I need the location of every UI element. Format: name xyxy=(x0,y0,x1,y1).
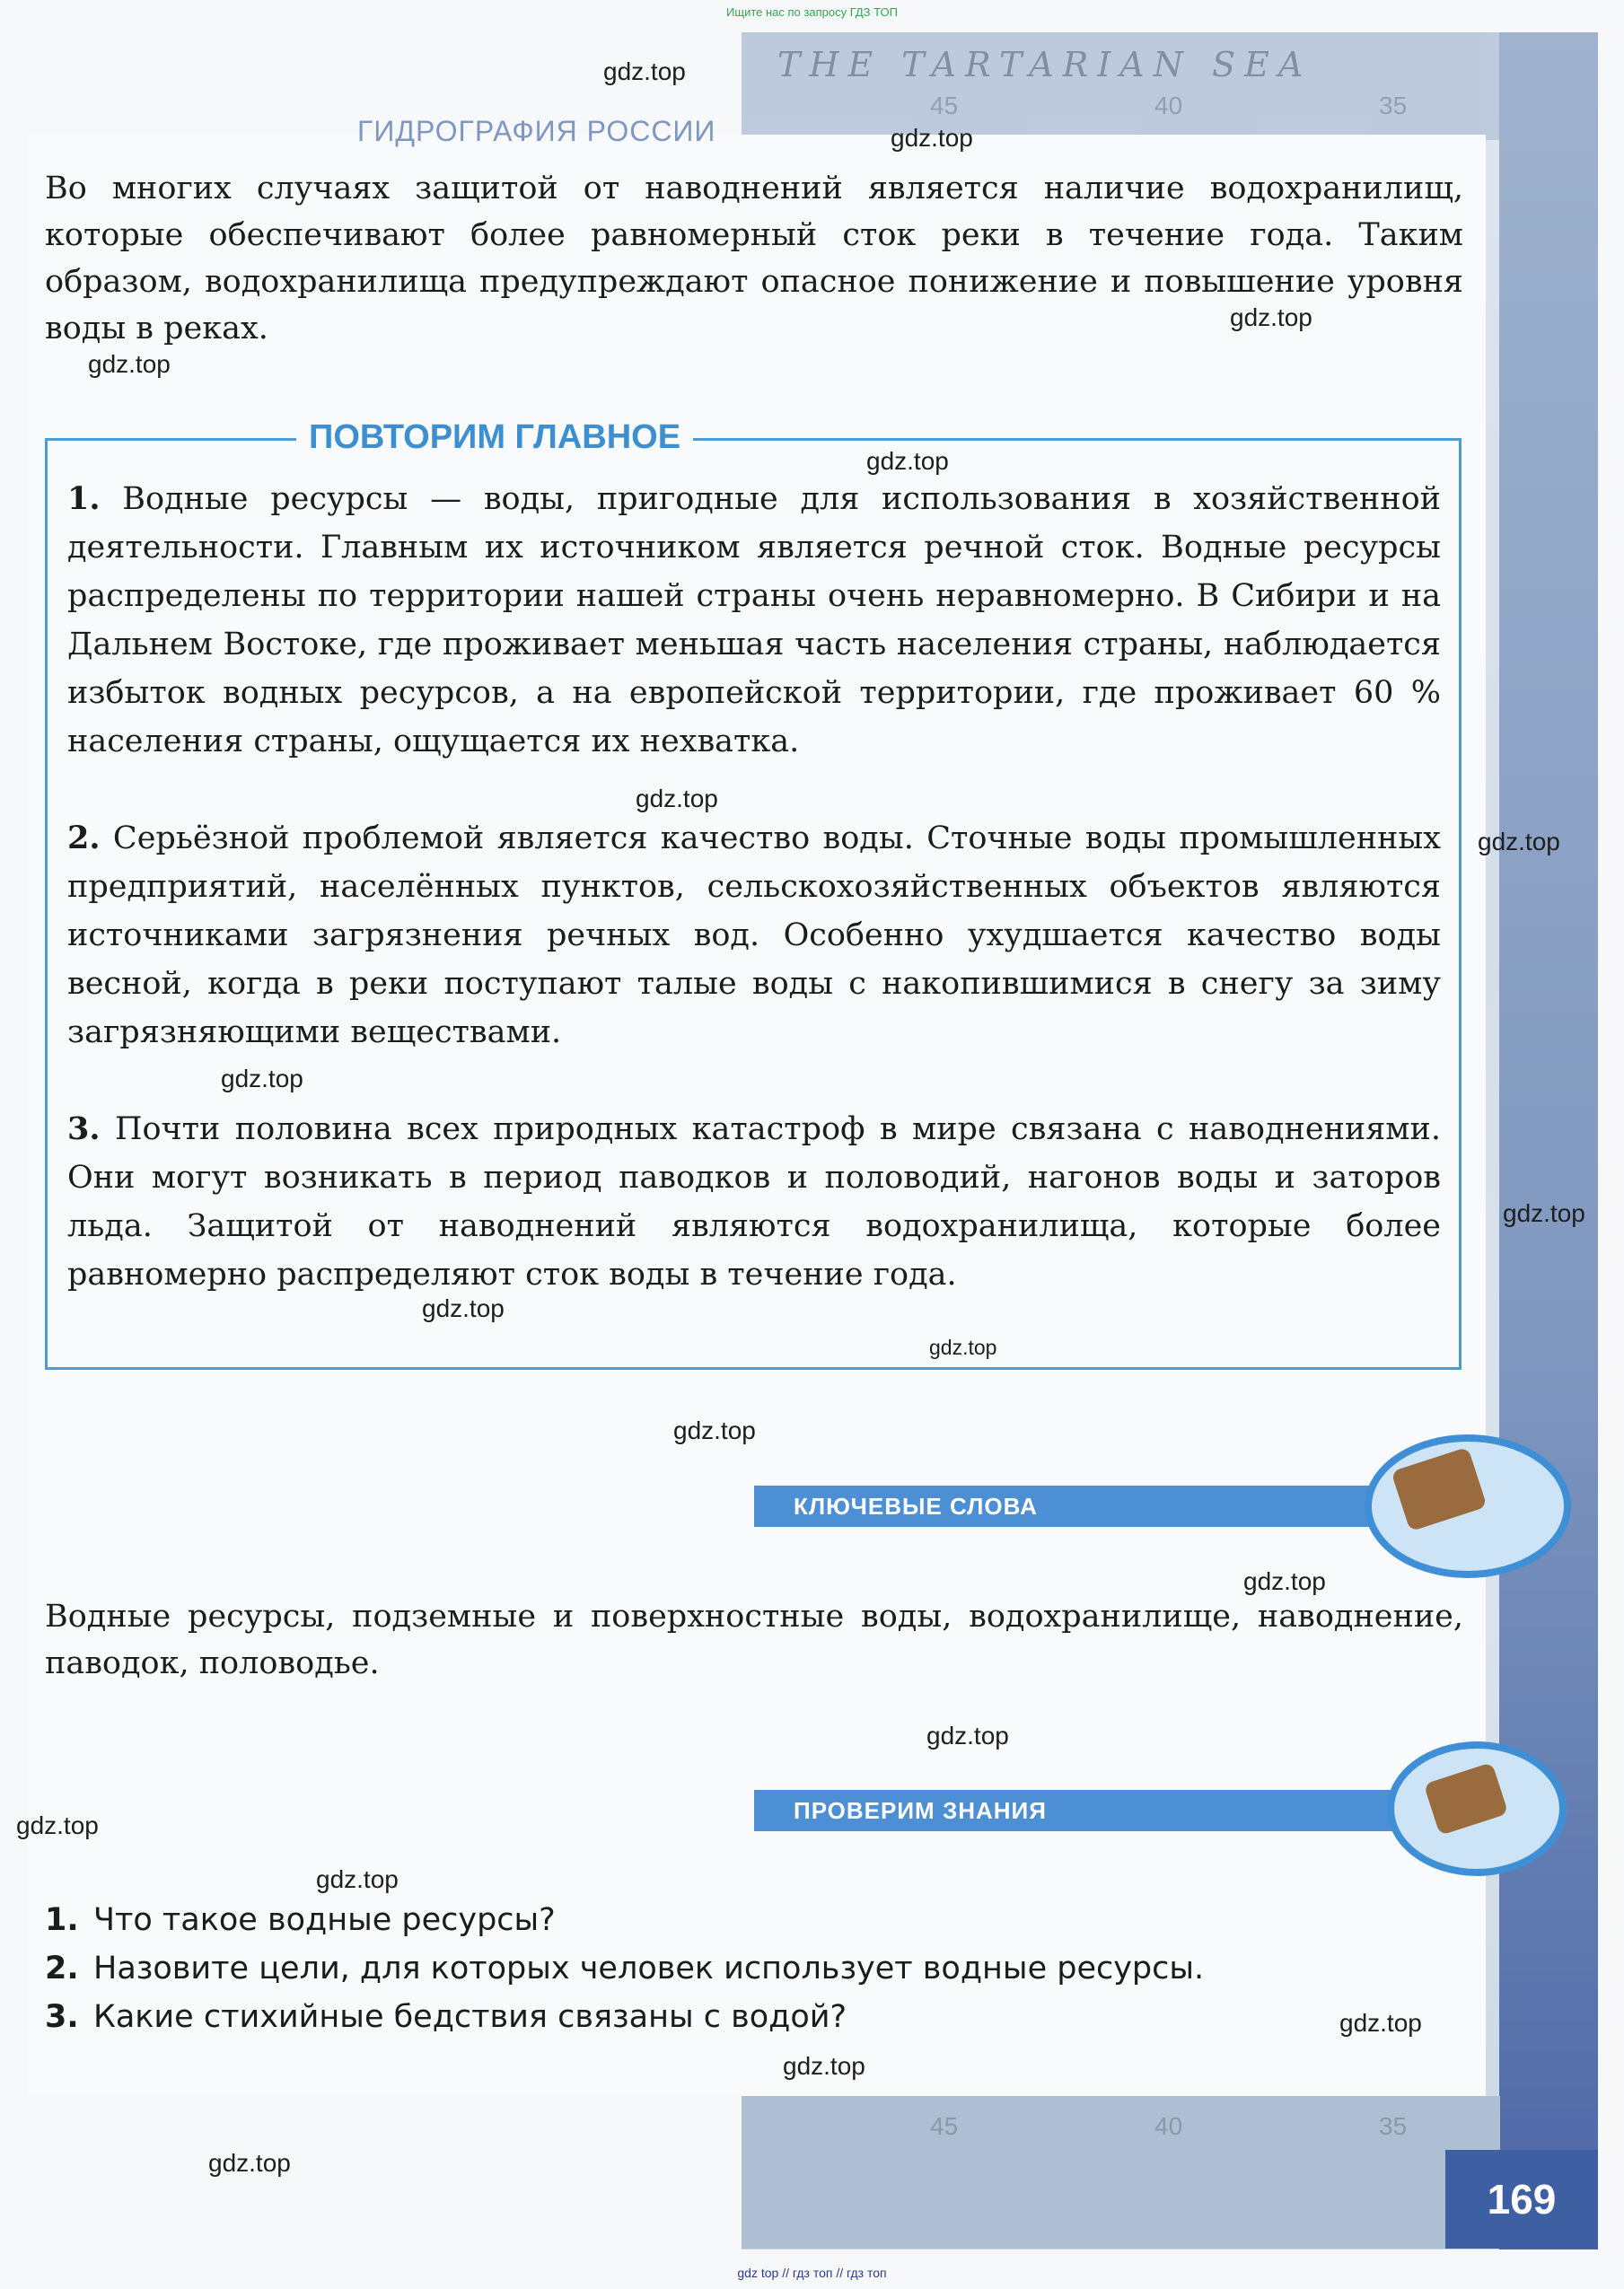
intro-paragraph: Во многих случаях защитой от наводнений является наличие водохранилищ, которые обеспечивают более равномерный сток реки в течение года. Таким образом, водохранилища предупреждают опасное понижение и повышение уровня воды в реках. xyxy=(45,171,1463,346)
watermark: gdz.top xyxy=(208,2149,291,2177)
watermark: gdz.top xyxy=(603,57,686,85)
sextant-icon xyxy=(1365,1434,1571,1578)
watermark: gdz.top xyxy=(673,1416,756,1444)
item-number: 2. xyxy=(67,820,101,856)
item-text: Почти половина всех природных катастроф в мире связана с наводнениями. Они могут возникать в период паводков и половодий, нагонов воды и заторов льда. Защитой от наводнений являются водохранилища, которые более равномерно распределяют сток воды в течение года. xyxy=(67,1111,1441,1293)
map-sea-label: THE TARTARIAN SEA xyxy=(777,45,1312,84)
map-degree: 45 xyxy=(930,92,959,119)
watermark: gdz.top xyxy=(891,124,973,152)
watermark: gdz.top xyxy=(1503,1199,1585,1227)
map-header-strip xyxy=(742,32,1500,140)
question-item: 1. Что такое водные ресурсы? xyxy=(45,1902,556,1938)
watermark: gdz.top xyxy=(1478,828,1560,855)
watermark: gdz.top xyxy=(221,1065,303,1092)
item-text: Водные ресурсы — воды, пригодные для использования в хозяйственной деятельности. Главным их источником является речной сток. Водные ресурсы распределены по территории нашей страны очень неравномерно. В Сибири и на Дальнем Востоке, где проживает меньшая часть населения страны, наблюдается избыток водных ресурсов, а на европейской территории, где проживает 60 % населения страны, ощущается их нехватка. xyxy=(67,481,1441,759)
watermark: gdz.top xyxy=(1339,2009,1422,2037)
item-text: Серьёзной проблемой является качество воды. Сточные воды промышленных предприятий, населённых пунктов, сельскохозяйственных объектов являются источниками загрязнения речных вод. Особенно ухудшается качество воды весной, когда в реки поступают талые воды с накопившимися в снегу за зиму загрязняющими веществами. xyxy=(67,820,1441,1050)
summary-item-3 xyxy=(67,1105,1441,1299)
watermark: gdz.top xyxy=(88,350,171,378)
watermark: gdz.top xyxy=(1243,1567,1326,1595)
map-degree: 40 xyxy=(1154,92,1183,119)
top-banner: Ищите нас по запросу ГДЗ ТОП xyxy=(726,5,898,19)
watermark: gdz.top xyxy=(926,1722,1009,1750)
summary-item-1 xyxy=(67,475,1441,766)
check-title: ПРОВЕРИМ ЗНАНИЯ xyxy=(794,1796,1047,1824)
questions-list xyxy=(45,1896,1204,2041)
watermark: gdz.top xyxy=(783,2052,865,2080)
watermark: gdz.top xyxy=(16,1811,99,1839)
item-number: 3. xyxy=(67,1110,101,1147)
watermark: gdz.top xyxy=(866,447,949,475)
watermark: gdz.top xyxy=(636,785,718,812)
summary-title: ПОВТОРИМ ГЛАВНОЕ xyxy=(296,418,693,457)
bottom-map-strip xyxy=(742,2096,1500,2249)
watermark: gdz.top xyxy=(422,1294,505,1322)
keywords-bar xyxy=(754,1486,1400,1527)
map-degree: 35 xyxy=(1379,92,1408,119)
page-edge-bar xyxy=(1499,32,1598,2250)
question-item: 3. Какие стихийные бедствия связаны с водой? xyxy=(45,1999,847,2035)
question-item: 2. Назовите цели, для которых человек использует водные ресурсы. xyxy=(45,1951,1205,1986)
keywords-text: Водные ресурсы, подземные и поверхностные воды, водохранилище, наводнение, паводок, половодье. xyxy=(45,1599,1463,1681)
check-bar xyxy=(754,1790,1400,1831)
item-number: 1. xyxy=(67,480,101,517)
watermark: gdz.top xyxy=(316,1865,399,1893)
watermark: gdz.top xyxy=(929,1336,997,1359)
map-degree: 45 xyxy=(930,2112,959,2140)
summary-item-2 xyxy=(67,814,1441,1057)
summary-box xyxy=(45,438,1462,1370)
keywords-title: КЛЮЧЕВЫЕ СЛОВА xyxy=(794,1492,1038,1520)
map-degree: 40 xyxy=(1154,2112,1183,2140)
map-degree: 35 xyxy=(1379,2112,1408,2140)
watermark: gdz.top xyxy=(1230,303,1312,331)
section-header: ГИДРОГРАФИЯ РОССИИ xyxy=(357,115,716,147)
compass-icon xyxy=(1387,1741,1567,1876)
bottom-banner: gdz top // гдз топ // гдз топ xyxy=(737,2266,887,2280)
page-number: 169 xyxy=(1445,2150,1598,2249)
